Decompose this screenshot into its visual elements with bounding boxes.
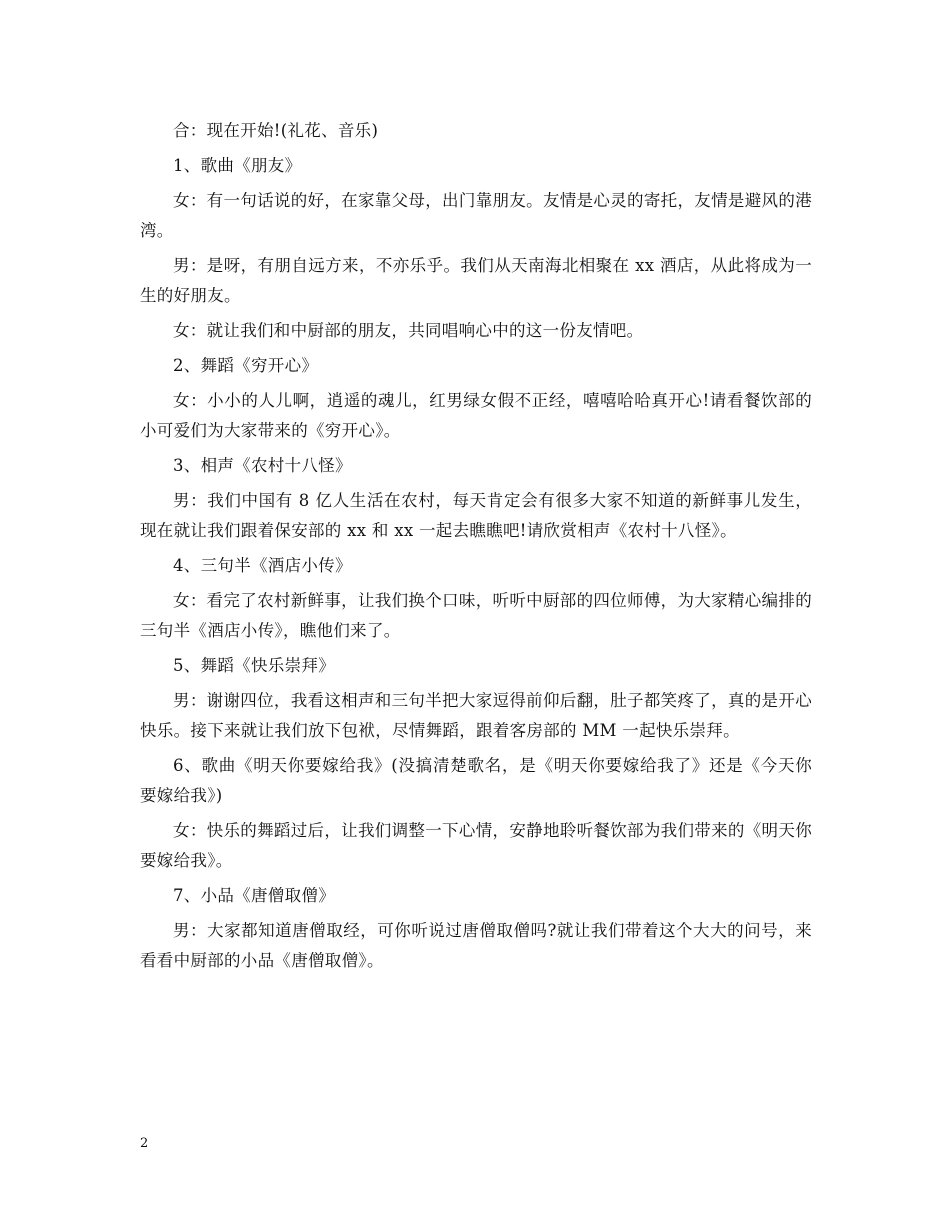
page-number: 2 (140, 1136, 149, 1151)
paragraph-male-host: 男：我们中国有 8 亿人生活在农村，每天肯定会有很多大家不知道的新鲜事儿发生，现在就让我们跟着保安部的 xx 和 xx 一起去瞧瞧吧!请欣赏相声《农村十八怪》。 (140, 491, 812, 540)
program-item-4-heading: 4、三句半《酒店小传》 (173, 556, 352, 575)
program-item-2-heading: 2、舞蹈《穷开心》 (173, 356, 319, 375)
paragraph-opening: 合：现在开始!(礼花、音乐) (173, 121, 379, 140)
program-item-1-heading: 1、歌曲《朋友》 (173, 156, 302, 175)
paragraph-female-host: 女：小小的人儿啊，逍遥的魂儿，红男绿女假不正经，嘻嘻哈哈真开心!请看餐饮部的小可爱们为大家带来的《穷开心》。 (140, 391, 812, 440)
document-body (140, 116, 812, 981)
paragraph-female-host: 女：看完了农村新鲜事，让我们换个口味，听听中厨部的四位师傅，为大家精心编排的三句半《酒店小传》，瞧他们来了。 (140, 591, 812, 640)
paragraph-female-host: 女：有一句话说的好，在家靠父母，出门靠朋友。友情是心灵的寄托，友情是避风的港湾。 (140, 191, 812, 240)
program-item-3-heading: 3、相声《农村十八怪》 (173, 456, 352, 475)
program-item-7-heading: 7、小品《唐僧取僧》 (173, 886, 335, 905)
paragraph-female-host: 女：快乐的舞蹈过后，让我们调整一下心情，安静地聆听餐饮部为我们带来的《明天你要嫁给我》。 (140, 821, 812, 870)
paragraph-male-host: 男：是呀，有朋自远方来，不亦乐乎。我们从天南海北相聚在 xx 酒店，从此将成为一生的好朋友。 (140, 256, 812, 305)
program-item-5-heading: 5、舞蹈《快乐崇拜》 (173, 656, 335, 675)
paragraph-male-host: 男：谢谢四位，我看这相声和三句半把大家逗得前仰后翻，肚子都笑疼了，真的是开心快乐。接下来就让我们放下包袱，尽情舞蹈，跟着客房部的 MM 一起快乐崇拜。 (140, 691, 812, 740)
paragraph-female-host: 女：就让我们和中厨部的朋友，共同唱响心中的这一份友情吧。 (173, 321, 644, 340)
paragraph-male-host: 男：大家都知道唐僧取经，可你听说过唐僧取僧吗?就让我们带着这个大大的问号，来看看中厨部的小品《唐僧取僧》。 (140, 921, 812, 970)
program-item-6-heading: 6、歌曲《明天你要嫁给我》(没搞清楚歌名，是《明天你要嫁给我了》还是《今天你要嫁给我》) (140, 756, 812, 805)
